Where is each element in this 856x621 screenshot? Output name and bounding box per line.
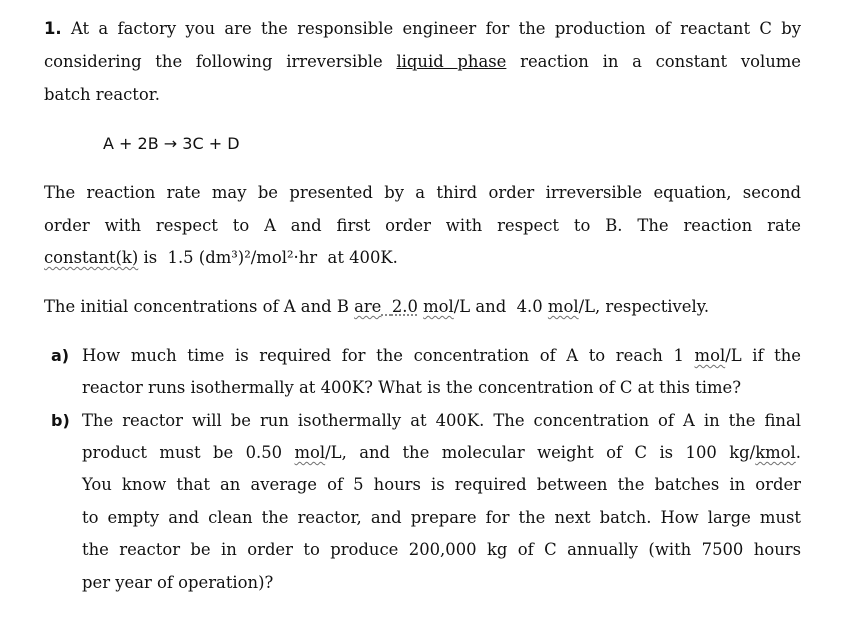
rate-constant-term: constant(k) — [44, 248, 139, 267]
part-b-line-2-pre: product must be 0.50 — [82, 443, 295, 462]
initial-pre: The initial concentrations of A and B — [44, 297, 355, 316]
part-a-line-1 — [82, 346, 801, 366]
part-a-line-2: reactor runs isothermally at 400K? What is the concentration of C at this time? — [82, 378, 742, 397]
initial-concentrations — [44, 297, 709, 317]
part-b-line-3: You know that an average of 5 hours is required between the batches in order — [82, 475, 801, 494]
part-a-unit-mol: mol — [694, 346, 726, 365]
intro-line2-pre: considering the following irreversible — [44, 52, 383, 71]
question-number: 1. — [44, 19, 62, 38]
initial-gap — [381, 297, 391, 316]
part-b-label: b) — [51, 411, 70, 430]
initial-are: are — [354, 297, 382, 316]
part-b-unit-kmol: kmol — [755, 443, 796, 462]
part-b-line-2-post: . — [795, 443, 801, 462]
part-a-line-1-pre: How much time is required for the concentration of A to reach 1 — [82, 346, 695, 365]
part-b-line-1: The reactor will be run isothermally at 400K. The concentration of A in the final — [82, 411, 801, 430]
intro-line2-post: reaction in a constant volume — [520, 52, 802, 71]
part-b-line-2 — [82, 443, 801, 463]
question-intro-line-3: batch reactor. — [44, 85, 160, 104]
rate-constant-value: is 1.5 (dm³)²/mol²·hr at 400K. — [138, 248, 398, 267]
initial-post: /L, respectively. — [578, 297, 710, 316]
initial-unit-b: mol — [547, 297, 579, 316]
part-a-line-1-post: /L if the — [725, 346, 801, 365]
question-intro-text-1: At a factory you are the responsible engineer for the production of reactant C by — [70, 19, 801, 38]
rate-line-3 — [44, 248, 398, 268]
part-b-unit-mol: mol — [294, 443, 326, 462]
part-b-line-2-mid: /L, and the molecular weight of C is 100 kg/ — [325, 443, 756, 462]
reaction-equation: A + 2B → 3C + D — [103, 134, 240, 153]
liquid-phase-underlined: liquid phase — [396, 52, 507, 71]
part-a-label: a) — [51, 346, 70, 365]
question-intro-line-1 — [44, 19, 801, 39]
initial-unit-a: mol — [423, 297, 454, 316]
rate-line-1: The reaction rate may be presented by a third order irreversible equation, second — [44, 183, 801, 202]
part-b-line-4: to empty and clean the reactor, and prepare for the next batch. How large must — [82, 508, 801, 527]
initial-value-a: 2.0 — [391, 297, 418, 316]
initial-mid: /L and 4.0 — [453, 297, 548, 316]
part-b-line-6: per year of operation)? — [82, 573, 274, 592]
part-b-line-5: the reactor be in order to produce 200,000 kg of C annually (with 7500 hours — [82, 540, 801, 559]
question-intro-line-2 — [44, 52, 801, 72]
rate-line-2: order with respect to A and first order with respect to B. The reaction rate — [44, 216, 801, 235]
